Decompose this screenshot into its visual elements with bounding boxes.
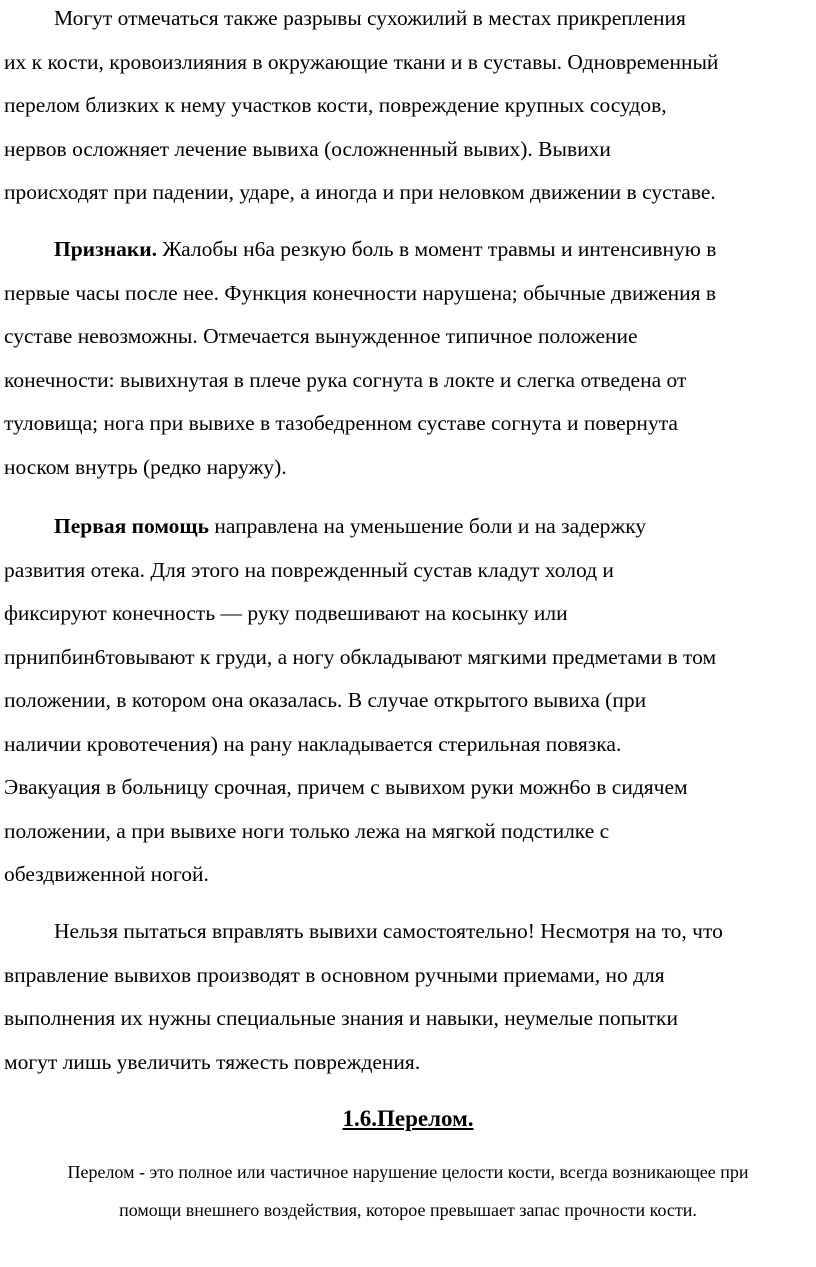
first-aid-heading: Первая помощь xyxy=(54,514,209,538)
text-line: Могут отмечаться также разрывы сухожилий в местах прикрепления xyxy=(54,6,686,30)
text-line: помощи внешнего воздействия, которое превышает запас прочности кости. xyxy=(119,1200,697,1220)
text-line: их к кости, кровоизлияния в окружающие ткани и в суставы. Одновременный xyxy=(4,49,719,74)
text-line: прнипбин6товывают к груди, а ногу обкладывают мягкими предметами в том xyxy=(4,644,717,669)
text-line: развития отека. Для этого на поврежденный сустав кладут холод и xyxy=(4,557,614,582)
text-line: Нельзя пытаться вправлять вывихи самостоятельно! Несмотря на то, что xyxy=(54,919,723,943)
text-line: фиксируют конечность — руку подвешивают на косынку или xyxy=(4,601,568,625)
paragraph-first-aid xyxy=(4,505,816,897)
text-line: происходят при падении, ударе, а иногда и при неловком движении в суставе. xyxy=(4,180,716,204)
fracture-definition xyxy=(0,1153,816,1229)
text-line: суставе невозможны. Отмечается вынужденное типичное положение xyxy=(4,324,638,348)
text-line: конечности: вывихнутая в плече рука согнута в локте и слегка отведена от xyxy=(4,367,687,392)
text-line: обездвиженной ногой. xyxy=(4,862,209,886)
text-line: положении, в котором она оказалась. В случае открытого вывиха (при xyxy=(4,688,647,712)
text-fragment: Жалобы н6а резкую боль в момент травмы и интенсивную в xyxy=(157,237,717,261)
text-fragment: направлена на уменьшение боли и на задержку xyxy=(208,514,647,538)
text-line: перелом близких к нему участков кости, повреждение крупных сосудов, xyxy=(4,93,667,117)
text-line: положении, а при вывихе ноги только лежа на мягкой подстилке с xyxy=(4,818,610,843)
paragraph-warning xyxy=(4,910,816,1084)
text-line: нервов осложняет лечение вывиха (осложненный вывих). Вывихи xyxy=(4,136,611,161)
text-line: Эвакуация в больницу срочная, причем с вывихом руки можн6о в сидячем xyxy=(4,775,688,799)
text-line: вправление вывихов производят в основном ручными приемами, но для xyxy=(4,962,665,987)
text-line: носком внутрь (редко наружу). xyxy=(4,454,287,479)
text-line: наличии кровотечения) на рану накладывается стерильная повязка. xyxy=(4,731,622,756)
text-line: выполнения их нужны специальные знания и навыки, неумелые попытки xyxy=(4,1006,678,1030)
text-line: Перелом - это полное или частичное нарушение целости кости, всегда возникающее при xyxy=(67,1162,749,1182)
text-line xyxy=(4,505,816,549)
text-line xyxy=(4,228,816,272)
text-line: туловища; нога при вывихе в тазобедренном суставе согнута и повернута xyxy=(4,411,678,435)
section-heading: 1.6.Перелом. xyxy=(342,1106,474,1131)
text-line: могут лишь увеличить тяжесть повреждения. xyxy=(4,1049,421,1074)
paragraph-dislocation-complications xyxy=(4,0,816,215)
signs-heading: Признаки. xyxy=(54,237,157,261)
paragraph-signs xyxy=(4,228,816,489)
text-line: первые часы после нее. Функция конечности нарушена; обычные движения в xyxy=(4,280,717,305)
